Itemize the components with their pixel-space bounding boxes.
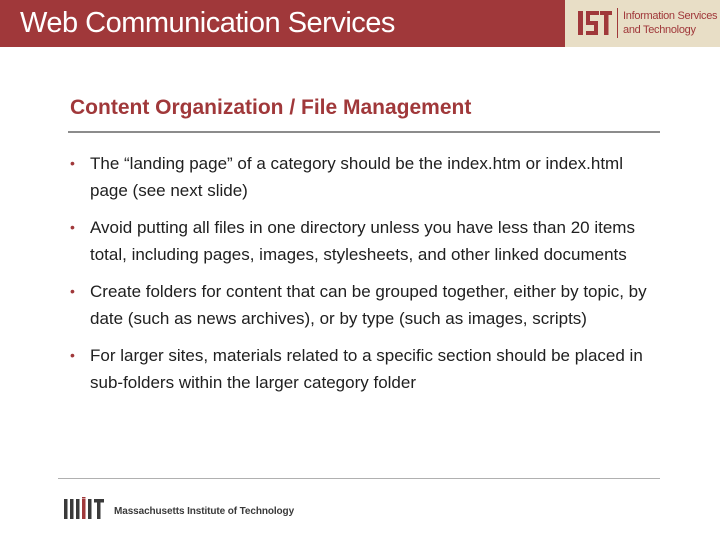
bullet-text: The “landing page” of a category should be the index.htm or index.html page (see next slide) [90, 154, 623, 200]
bullet-item [70, 342, 660, 396]
bullet-text: Create folders for content that can be grouped together, either by topic, by date (such as news archives), or by type (such as images, scripts) [90, 282, 647, 328]
bullet-text: Avoid putting all files in one directory unless you have less than 20 items total, including pages, images, stylesheets, and other linked documents [90, 218, 635, 264]
ist-name-line-1: Information Services [623, 10, 718, 22]
header-bar [0, 0, 720, 47]
bullet-item [70, 150, 660, 204]
bullet-item [70, 278, 660, 332]
bullet-item [70, 214, 660, 268]
bullet-text: For larger sites, materials related to a specific section should be placed in sub-folders within the larger category folder [90, 346, 643, 392]
bullet-icon: • [70, 283, 75, 299]
bullet-icon: • [70, 219, 75, 235]
bullet-icon: • [70, 347, 75, 363]
ist-panel [565, 0, 720, 47]
bullet-list [70, 150, 660, 396]
ist-name [623, 9, 717, 37]
title-divider [68, 131, 660, 133]
institution-name: Massachusetts Institute of Technology [114, 506, 295, 517]
footer-divider [58, 478, 660, 479]
mit-logo-icon [64, 497, 104, 521]
header-title: Web Communication Services [20, 7, 395, 39]
ist-divider [617, 8, 618, 38]
slide-title: Content Organization / File Management [70, 96, 472, 119]
bullet-icon: • [70, 155, 75, 171]
ist-name-line-2: and Technology [623, 24, 696, 36]
ist-logo-icon [577, 8, 613, 38]
